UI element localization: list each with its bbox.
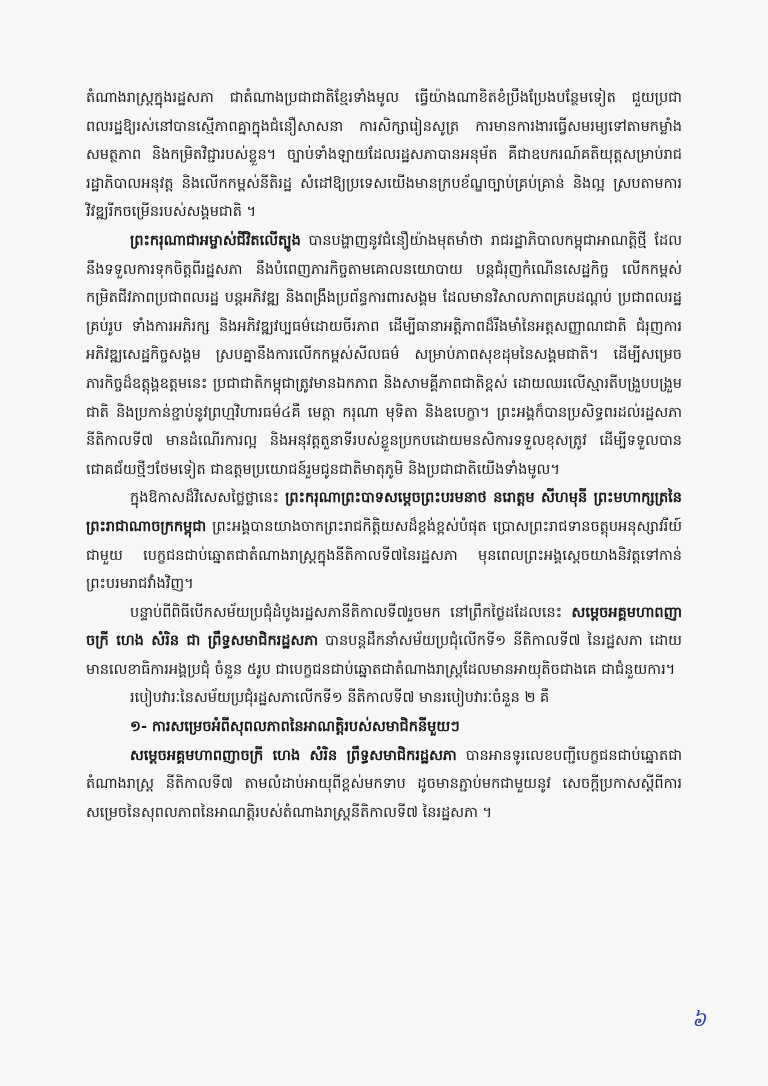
paragraph-2-text: បានបង្ហាញនូវជំនឿយ៉ាងមុតមាំថា រាជរដ្ឋាភិបាលកម្ពុជាអាណត្តិថ្មី ដែលនឹងទទួលការទុកចិត្តពីរដ្ឋសភា នឹងបំពេញភារកិច្ចតាមគោលនយោបាយ បន្តជំរុញកំណើនសេដ្ឋកិច្ច លើកកម្ពស់កម្រិតជីវភាពប្រជាពលរដ្ឋ បន្តអភិវឌ្ឍ និងពង្រឹងប្រព័ន្ធការពារសង្គម ដែលមានវិសាលភាពគ្របដណ្តប់ ប្រជាពលរដ្ឋគ្រប់រូប ទាំងការអភិរក្ស និងអភិវឌ្ឍវប្បធម៌ដោយចីរភាព ដើម្បីធានាអត្តិភាពដ៏រឹងមាំនៃអត្តសញ្ញាណជាតិ ជំរុញការអភិវឌ្ឍសេដ្ឋកិច្ចសង្គម ស្របគ្នានឹងការលើកកម្ពស់សីលធម៌ សម្រាប់ភាពសុខដុមនៃសង្គមជាតិ។ ដើម្បីសម្រេចភារកិច្ចដ៏ឧត្តុង្គឧត្តមនេះ ប្រជាជាតិកម្ពុជាត្រូវមានឯកភាព និងសាមគ្គីភាពជាតិខ្ពស់ ដោយឈរលើស្មារតីបង្រួបបង្រួមជាតិ និងប្រកាន់ខ្ជាប់នូវព្រហ្មវិហារធម៌៤គឺ មេត្តា ករុណា មុទិតា និងឧបេក្ខា។ ព្រះអង្គក៏បានប្រសិទ្ធពរដល់រដ្ឋសភានីតិកាលទី៧ មានដំណើរការល្អ និងអនុវត្តតួនាទីរបស់ខ្លួនប្រកបដោយមនសិការទទួលខុសត្រូវ ដើម្បីទទួលបានជោគជ័យថ្មីៗថែមទៀត ជាឧត្តមប្រយោជន៍រួមជូនជាតិមាតុភូមិ និងប្រជាជាតិយើងទាំងមូល។ [86,232,682,478]
paragraph-4-text: បានបន្តដឹកនាំសម័យប្រជុំលើកទី១ នីតិកាលទី៧ នៃរដ្ឋសភា ដោយមានលេខាធិការអង្គប្រជុំ ចំនួន ៥រូប ជាបេក្ខជនជាប់ឆ្នោតជាតំណាងរាស្ត្រដែលមានអាយុតិចជាងគេ ជាជំនួយការ។ [86,633,682,678]
paragraph-3 [86,484,682,598]
agenda-intro: របៀបវារៈនៃសម័យប្រជុំរដ្ឋសភាលើកទី១ នីតិកាលទី៧ មានរបៀបវារៈចំនួន ២ គឺ [130,690,550,707]
paragraph-1: តំណាងរាស្ត្រក្នុងរដ្ឋសភា ជាតំណាងប្រជាជាតិខ្មែរទាំងមូល ធ្វើយ៉ាងណាខិតខំប្រឹងប្រែងបន្ថែមទៀត ជួយប្រជាពលរដ្ឋឱ្យរស់នៅបានស្មើភាពគ្នាក្នុងជំនឿសាសនា ការសិក្សារៀនសូត្រ ការមានការងារធ្វើសមរម្យទៅតាមកម្លាំងសមត្ថភាព និងកម្រិតវិជ្ជារបស់ខ្លួន។ ច្បាប់ទាំងឡាយដែលរដ្ឋសភាបានអនុម័ត គឺជាឧបករណ៍គតិយុត្តសម្រាប់រាជរដ្ឋាភិបាលអនុវត្ត និងលើកកម្ពស់នីតិរដ្ឋ សំដៅឱ្យប្រទេសយើងមានក្របខ័ណ្ឌច្បាប់គ្រប់គ្រាន់ និងល្អ ស្របតាមការវិវឌ្ឍរីកចម្រើនរបស់សង្គមជាតិ ។ [86,90,682,221]
king-father-title: ព្រះករុណាជាអម្ចាស់ជីវិតលើត្បូង [130,232,301,249]
paragraph-4 [86,599,682,685]
paragraph-3-text: ព្រះអង្គបានយាងចាកព្រះរាជកិត្តិយសដ៏ខ្ពង់ខ្ពស់បំផុត ប្រោសព្រះរាជទានចត្តុបអនុស្សាវរីយ៍ជាមួយ បេក្ខជនជាប់ឆ្នោតជាតំណាងរាស្ត្រក្នុងនីតិកាលទី៧នៃរដ្ឋសភា មុនពេលព្រះអង្គស្តេចយាងនិវត្តទៅកាន់ព្រះបរមរាជវាំងវិញ។ [86,518,682,593]
senior-member-title: សម្តេចអគ្គមហាពញាចក្រី ហេង សំរិន ជា ព្រឹទ្ធសមាជិករដ្ឋសភា [86,604,682,650]
paragraph-4-intro: បន្ទាប់ពីពិធីបើកសម័យប្រជុំដំបូងរដ្ឋសភានីតិកាលទី៧រួចមក នៅព្រឹកថ្ងៃដដែលនេះ [130,604,572,621]
king-title: ព្រះករុណាព្រះបាទសម្តេចព្រះបរមនាថ នរោត្តម សីហមុនី ព្រះមហាក្សត្រនៃព្រះរាជាណាចក្រកម្ពុជា [86,490,682,535]
agenda-item-1-heading: ១- ការសម្រេចអំពីសុពលភាពនៃអាណត្តិរបស់សមាជិកនីមួយៗ [130,719,460,736]
paragraph-2 [86,227,682,484]
paragraph-6 [86,742,682,828]
paragraph-3-intro: ក្នុងឱកាសដ៏វិសេសថ្លៃថ្លានេះ [130,490,286,507]
page-number: ៦ [691,1007,708,1031]
paragraph-6-text: បានអានទូរលេខបញ្ជីបេក្ខជនជាប់ឆ្នោតជាតំណាងរាស្ត្រ នីតិកាលទី៧ តាមលំដាប់អាយុពីខ្ពស់មកទាប ដូចមានភ្ជាប់មកជាមួយនូវ សេចក្តីប្រកាសស្តីពីការសម្រេចនៃសុពលភាពនៃអាណត្តិរបស់តំណាងរាស្ត្រនីតិកាលទី៧ នៃរដ្ឋសភា ។ [86,747,682,821]
senior-member-title-2: សម្តេចអគ្គមហាពញាចក្រី ហេង សំរិន ព្រឹទ្ធសមាជិករដ្ឋសភា [130,747,457,764]
document-body [86,84,682,827]
